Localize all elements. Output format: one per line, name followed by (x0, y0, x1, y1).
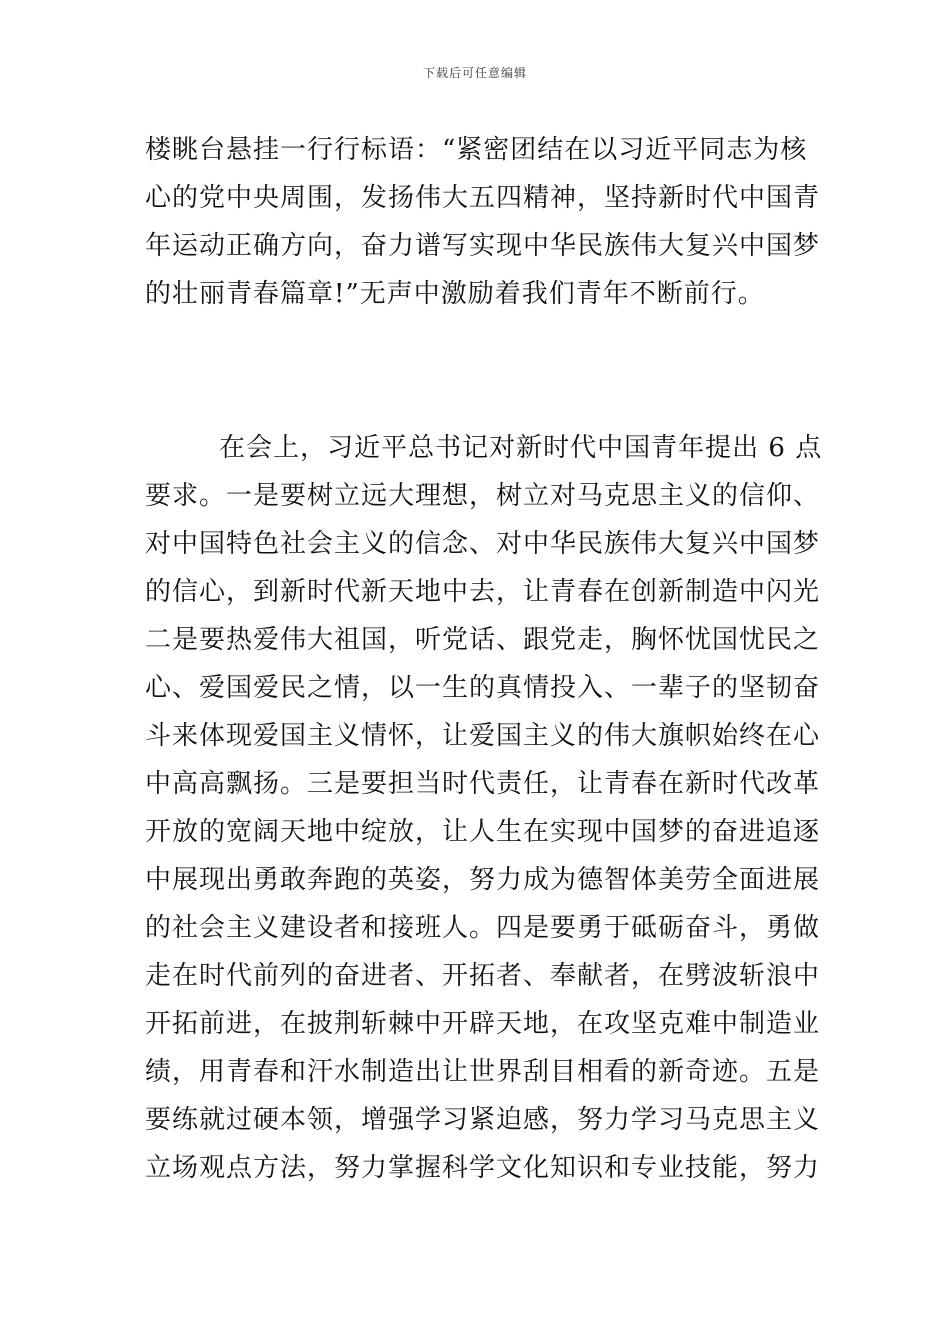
text-line: 中展现出勇敢奔跑的英姿，努力成为德智体美劳全面进展 (145, 865, 821, 895)
text-line: 斗来体现爱国主义情怀，让爱国主义的伟大旗帜始终在心 (145, 721, 821, 751)
page-header: 下载后可任意编辑 (422, 66, 527, 80)
text-line: 立场观点方法，努力掌握科学文化知识和专业技能，努力 (145, 1153, 821, 1183)
text-line: 绩，用青春和汗水制造出让世界刮目相看的新奇迹。五是 (145, 1057, 821, 1087)
paragraph-2 (145, 424, 823, 1192)
text-line: 中高高飘扬。三是要担当时代责任，让青春在新时代改革 (145, 769, 821, 799)
text-line: 二是要热爱伟大祖国，听党话、跟党走，胸怀忧国忧民之 (145, 625, 821, 655)
text-line: 对中国特色社会主义的信念、对中华民族伟大复兴中国梦 (145, 529, 821, 559)
text-line: 的壮丽青春篇章!”无声中激励着我们青年不断前行。 (145, 279, 765, 309)
text-line: 在会上，习近平总书记对新时代中国青年提出 6 点 (145, 433, 823, 463)
text-line: 走在时代前列的奋进者、开拓者、奉献者，在劈波斩浪中 (145, 961, 821, 991)
text-line: 楼眺台悬挂一行行标语：“紧密团结在以习近平同志为核 (145, 135, 808, 165)
text-line: 的社会主义建设者和接班人。四是要勇于砥砺奋斗，勇做 (145, 913, 821, 943)
text-line: 年运动正确方向，奋力谱写实现中华民族伟大复兴中国梦 (145, 231, 821, 261)
text-line: 开放的宽阔天地中绽放，让人生在实现中国梦的奋进追逐 (145, 817, 821, 847)
text-line: 的信心，到新时代新天地中去，让青春在创新制造中闪光 (145, 577, 821, 607)
text-line: 要练就过硬本领，增强学习紧迫感，努力学习马克思主义 (145, 1105, 821, 1135)
text-line: 开拓前进，在披荆斩棘中开辟天地，在攻坚克难中制造业 (145, 1009, 821, 1039)
text-line: 心的党中央周围，发扬伟大五四精神，坚持新时代中国青 (145, 183, 821, 213)
paragraph-1 (145, 126, 821, 318)
text-line: 心、爱国爱民之情，以一生的真情投入、一辈子的坚韧奋 (145, 673, 821, 703)
text-line: 要求。一是要树立远大理想，树立对马克思主义的信仰、 (145, 481, 821, 511)
